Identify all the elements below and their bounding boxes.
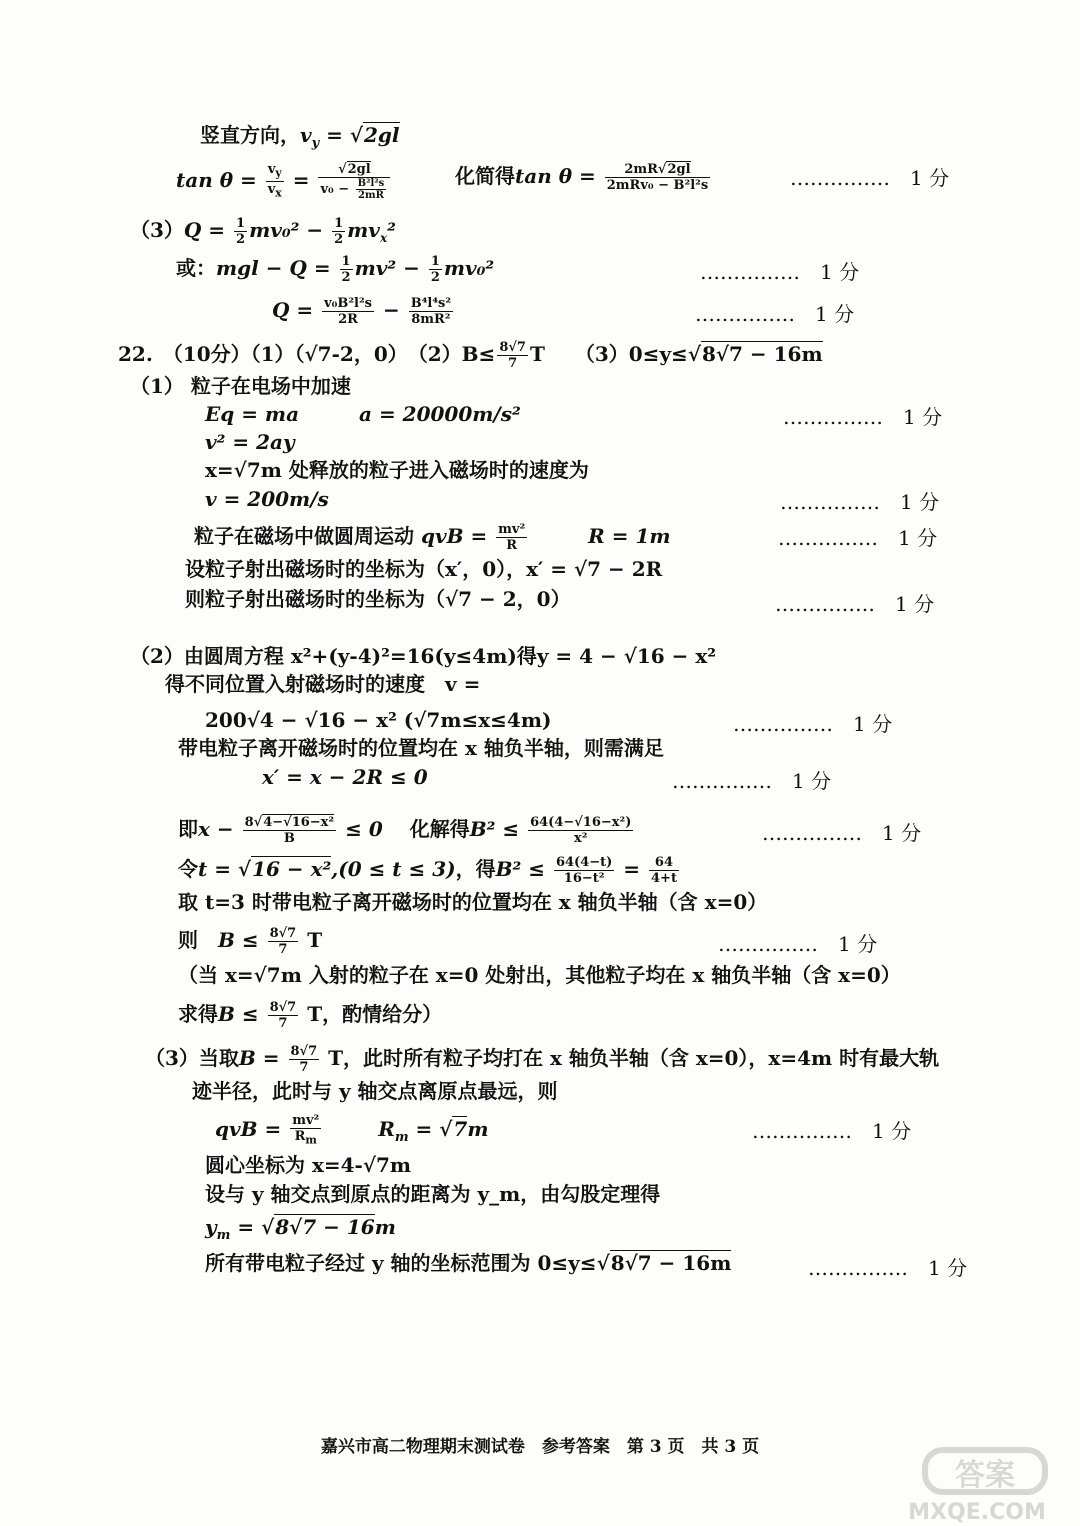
equation-q: （3）Q = $\frac{1}{2}$ mv₀² − $\frac{1}{2}$ $mv_x^2$ [130, 216, 396, 247]
part2-text8: 求得B ≤ $\frac{8√7}{7}$ T，酌情给分） [178, 1000, 443, 1031]
svg-text:答案: 答案 [955, 1458, 1015, 1493]
text-line: 竖直方向，$v_y = √2gl$ [200, 123, 400, 151]
part1-text2: 粒子在磁场中做圆周运动 qvB = $\frac{\text{mv²}}{R}$ R = 1m [194, 522, 671, 553]
part1-eq2: v² = 2ay [205, 430, 295, 454]
part2-result: 则 B ≤ $\frac{8√7}{7}$ T [178, 926, 323, 957]
part2-title: （2）由圆周方程 x²+(y-4)²=16(y≤4m)得y = 4 − √16 − x² [130, 644, 717, 668]
part1-eq1: Eq = ma a = 20000m/s² [205, 402, 521, 426]
equation-q-result: Q = $\frac{\text{v₀B²l²s}}{2R}$ − $\frac{\text{B⁴l⁴s²}}{\text{8mR²}}$ [272, 296, 452, 327]
score-dots: …………… 1 分 [700, 260, 860, 284]
part3-line3: 圆心坐标为 x=4-√7m [205, 1153, 412, 1177]
part2-text2: 带电粒子离开磁场时的位置均在 x 轴负半轴，则需满足 [178, 736, 664, 760]
score-dots: …………… 1 分 [762, 821, 922, 845]
score-dots: …………… 1 分 [695, 302, 855, 326]
score-dots: …………… 1 分 [783, 405, 943, 429]
score-dots: …………… 1 分 [808, 1256, 968, 1280]
score-dots: …………… 1 分 [752, 1119, 912, 1143]
equation-mgl: 或：mgl − Q = $\frac{1}{2}$ mv² − $\frac{1}{2}$ mv₀² [176, 254, 495, 285]
score-dots: …………… 1 分 [718, 932, 878, 956]
part1-text1: x=√7m 处释放的粒子进入磁场时的速度为 [205, 458, 589, 482]
part3-line4: 设与 y 轴交点到原点的距离为 y_m，由勾股定理得 [205, 1182, 661, 1206]
score-dots: …………… 1 分 [775, 592, 935, 616]
part3-line1: （3）当取B = $\frac{8√7}{7}$ T，此时所有粒子均打在 x 轴负半轴（含 x=0），x=4m 时有最大轨 [145, 1044, 940, 1075]
part1-text3: 设粒子射出磁场时的坐标为（x′，0），x′ = √7 − 2R [185, 557, 663, 581]
part2-text5: 取 t=3 时带电粒子离开磁场时的位置均在 x 轴负半轴（含 x=0） [178, 890, 768, 914]
score-dots: …………… 1 分 [672, 769, 832, 793]
page-footer: 嘉兴市高二物理期末测试卷 参考答案 第 3 页 共 3 页 [320, 1437, 760, 1457]
part3-line2: 迹半径，此时与 y 轴交点离原点最远，则 [192, 1079, 558, 1103]
svg-text:MXQE.COM: MXQE.COM [908, 1500, 1046, 1525]
score-dots: …………… 1 分 [778, 526, 938, 550]
score-dots: …………… 1 分 [780, 490, 940, 514]
part1-text4: 则粒子射出磁场时的坐标为（√7 − 2，0） [185, 587, 571, 611]
part1-eq3: v = 200m/s [205, 487, 329, 511]
label: 竖直方向， [200, 123, 300, 147]
watermark-logo [895, 1445, 1060, 1525]
score-dots: …………… 1 分 [733, 712, 893, 736]
question-22-header: 22. （10分）（1）（√7-2，0） （2）B≤ $\frac{8√7}{7}$ T （3）0≤y≤√8√7 − 16m [118, 340, 823, 371]
part2-text1: 得不同位置入射磁场时的速度 v = [165, 672, 481, 696]
equation-tan-simplified: 化简得tan θ = $\frac{2mR√2gl}{\text{2mRv₀ − B²l²s}}$ [455, 162, 709, 193]
part2-eq1: 200√4 − √16 − x² (√7m≤x≤4m) [205, 708, 552, 732]
equation-tan: tan θ = $\frac{v_y}{v_x}$ = √2gl v₀ − $\frac{\text{B²l²s}}{2mR}$ [176, 162, 392, 201]
part2-inequality: 即x − $\frac{\text{8√4−√16−x²}}{B}$ ≤ 0 化解得B² ≤ $\frac{\text{64(4−√16−x²)}}{\text{x²}}$ [178, 815, 632, 846]
part1-title: （1） 粒子在电场中加速 [130, 374, 351, 398]
part3-final: 所有带电粒子经过 y 轴的坐标范围为 0≤y≤√8√7 − 16m [205, 1251, 732, 1275]
score-dots: …………… 1 分 [790, 166, 950, 190]
part2-substitution: 令t = √16 − x²,(0 ≤ t ≤ 3)，得B² ≤ $\frac{64(4-t)}{\text{16−t²}}$ = $\frac{64}{4+t}$ [178, 855, 677, 886]
part3-ym: $y_m = √8√7 - 16m$ [205, 1215, 396, 1243]
part3-eq: qvB = $\frac{\text{mv²}}{R_m}$ $R_m = √7m$ [215, 1113, 489, 1147]
part2-eq2: x′ = x − 2R ≤ 0 [262, 765, 428, 789]
part2-text7: （当 x=√7m 入射的粒子在 x=0 处射出，其他粒子均在 x 轴负半轴（含 x=0） [178, 963, 901, 987]
